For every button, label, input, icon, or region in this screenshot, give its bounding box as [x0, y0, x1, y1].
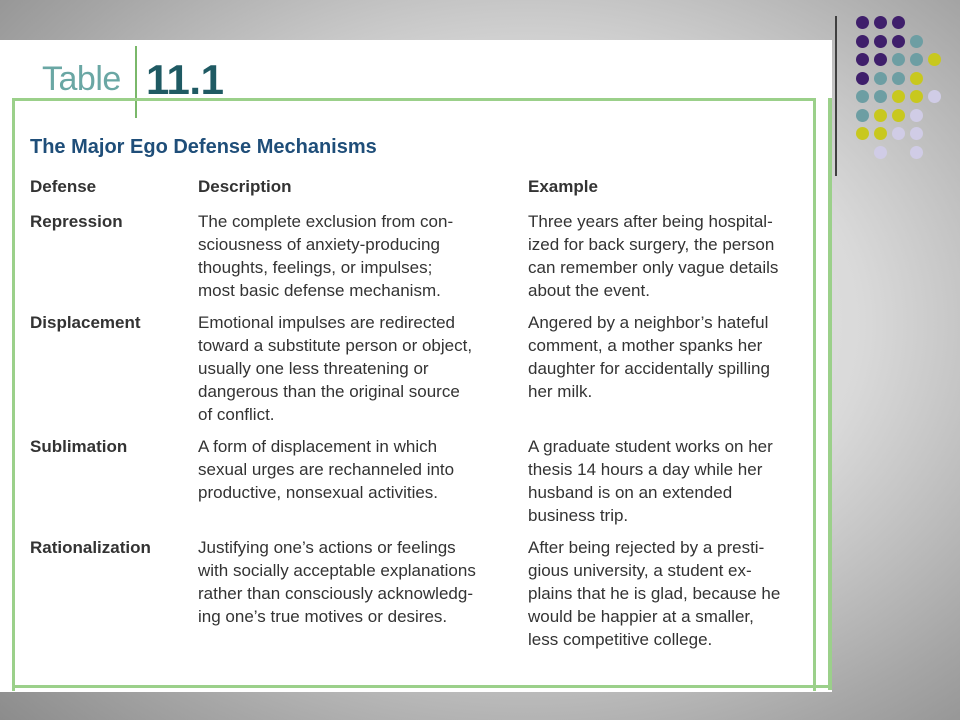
- decorative-dot: [892, 35, 905, 48]
- table-label: Table: [42, 60, 121, 98]
- decorative-dot: [874, 127, 887, 140]
- decorative-dot: [928, 53, 941, 66]
- row-example: After being rejected by a presti- gious university, a student ex- plains that he is glad, because he would be happier at a smaller, less competitive college.: [528, 538, 781, 649]
- decorative-dot: [874, 16, 887, 29]
- row-defense: Rationalization: [30, 538, 151, 557]
- row-defense: Repression: [30, 212, 123, 231]
- column-header-defense: Defense: [30, 177, 97, 196]
- decorative-vertical-line: [835, 16, 837, 176]
- decorative-dot: [856, 72, 869, 85]
- decorative-dot: [856, 90, 869, 103]
- decorative-dot: [910, 90, 923, 103]
- decorative-dot: [892, 109, 905, 122]
- table-frame-bottom: [12, 685, 832, 688]
- column-header-example: Example: [528, 177, 598, 196]
- decorative-dot: [892, 127, 905, 140]
- row-example: A graduate student works on her thesis 14 hours a day while her husband is on an extended business trip.: [528, 437, 773, 525]
- row-defense: Sublimation: [30, 437, 128, 456]
- decorative-dot: [892, 53, 905, 66]
- row-description: A form of displacement in which sexual urges are rechanneled into productive, nonsexual activities.: [198, 437, 455, 502]
- decorative-dot: [856, 53, 869, 66]
- decorative-dot: [856, 16, 869, 29]
- decorative-dot: [892, 90, 905, 103]
- decorative-dot: [910, 35, 923, 48]
- row-description: The complete exclusion from con- sciousness of anxiety-producing thoughts, feelings, or impulses; most basic defense mechanism.: [198, 212, 454, 300]
- row-example: Three years after being hospital- ized for back surgery, the person can remember only vague details about the event.: [528, 212, 779, 300]
- table-title: The Major Ego Defense Mechanisms: [30, 136, 377, 158]
- decorative-dot: [856, 35, 869, 48]
- decorative-dot: [856, 109, 869, 122]
- decorative-dot: [910, 127, 923, 140]
- decorative-dot: [892, 72, 905, 85]
- decorative-dot: [874, 35, 887, 48]
- decorative-dot: [910, 146, 923, 159]
- row-description: Justifying one’s actions or feelings with socially acceptable explanations rather than consciously acknowledg- ing one’s true motives or desires.: [198, 538, 476, 626]
- decorative-dot: [856, 127, 869, 140]
- row-example: Angered by a neighbor’s hateful comment, a mother spanks her daughter for accidentally spilling her milk.: [528, 313, 770, 401]
- table-frame-right: [828, 98, 832, 690]
- row-description: Emotional impulses are redirected toward a substitute person or object, usually one less threatening or dangerous than the original source of conflict.: [198, 313, 473, 424]
- decorative-dot: [910, 109, 923, 122]
- decorative-dot: [874, 146, 887, 159]
- decorative-dot: [928, 90, 941, 103]
- decorative-dot: [874, 90, 887, 103]
- decorative-dot: [892, 16, 905, 29]
- decorative-dot: [910, 53, 923, 66]
- decorative-dot: [874, 72, 887, 85]
- decorative-dot: [874, 109, 887, 122]
- row-defense: Displacement: [30, 313, 141, 332]
- slide: [0, 40, 832, 692]
- decorative-dot: [910, 72, 923, 85]
- column-header-description: Description: [198, 177, 292, 196]
- decorative-dot: [874, 53, 887, 66]
- table-number: 11.1: [146, 56, 224, 103]
